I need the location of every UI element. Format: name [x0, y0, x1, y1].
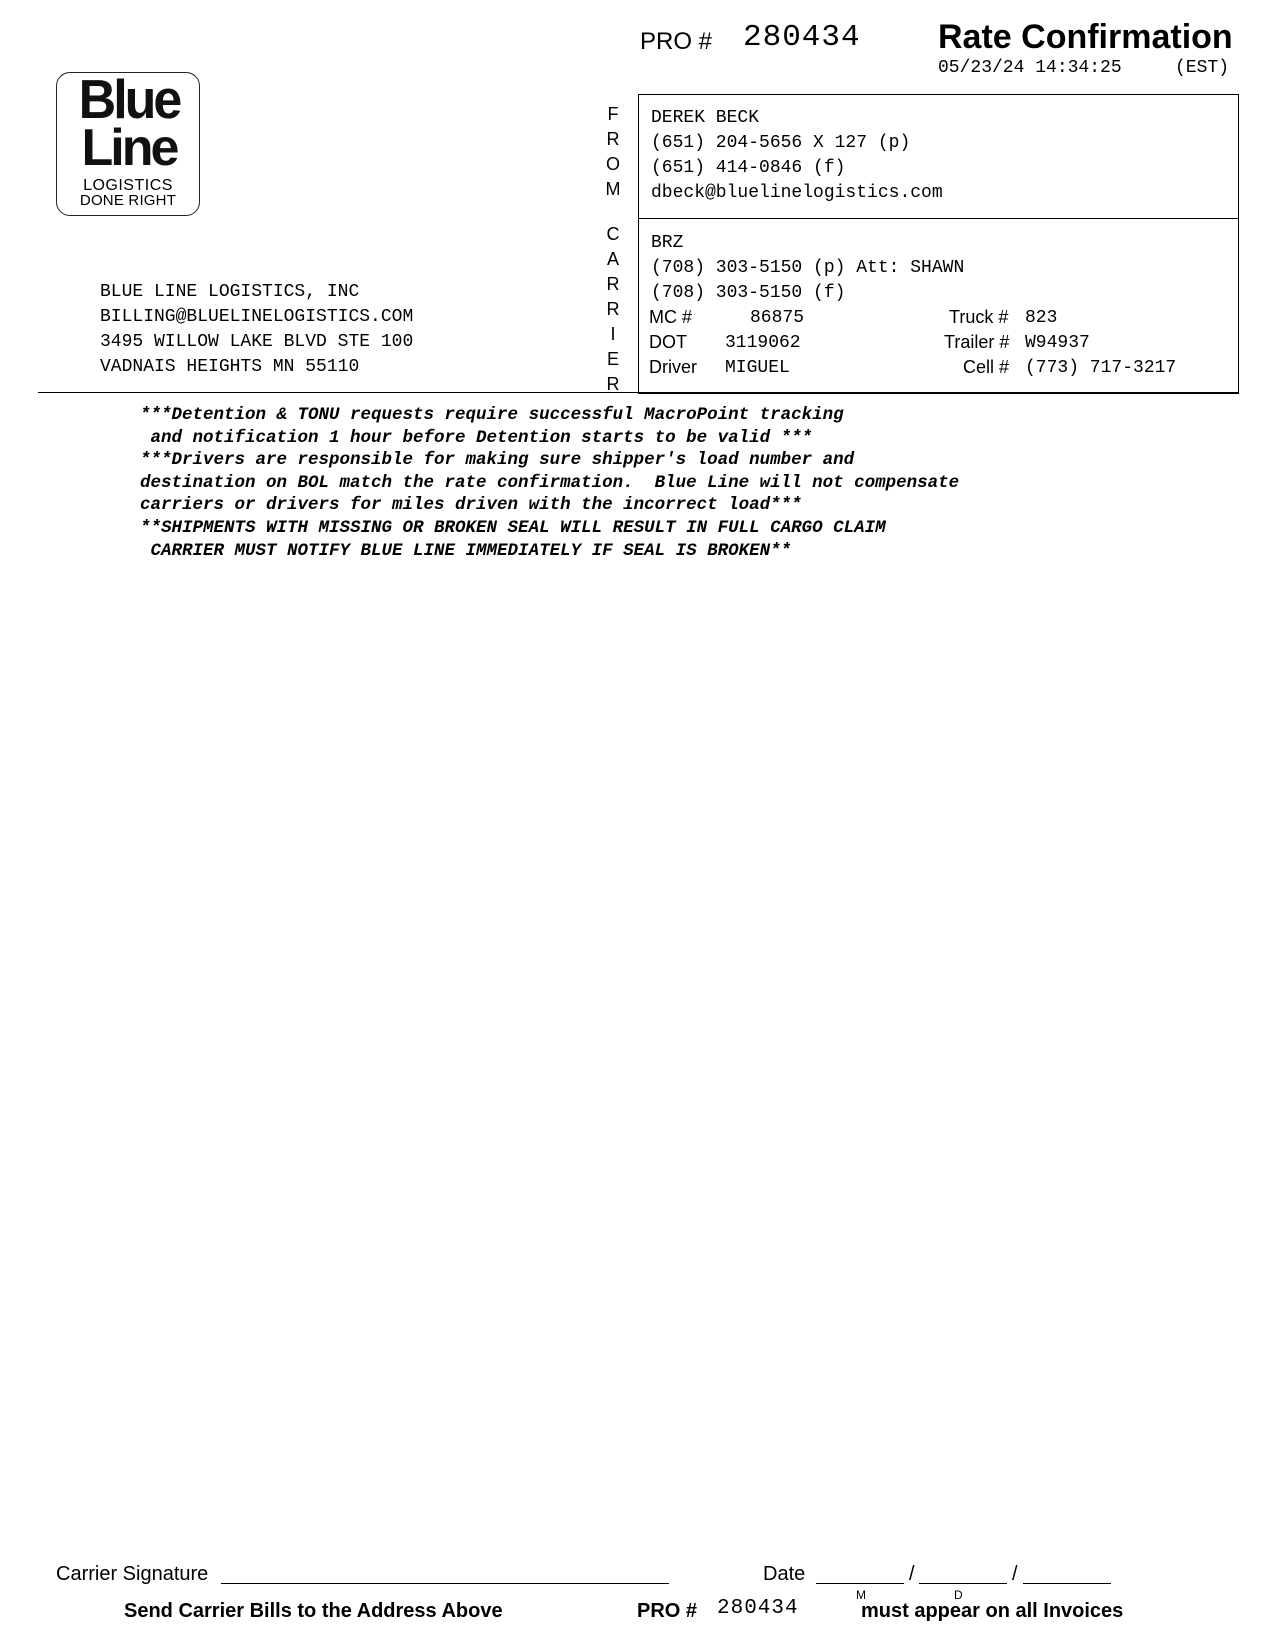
- note-line: and notification 1 hour before Detention starts to be valid ***: [140, 428, 813, 448]
- pro-number: 280434: [743, 20, 861, 55]
- timezone: (EST): [1175, 58, 1230, 78]
- date-slash: /: [909, 1563, 915, 1585]
- note-line: **SHIPMENTS WITH MISSING OR BROKEN SEAL WILL RESULT IN FULL CARGO CLAIM: [140, 518, 886, 538]
- dot-value: 3119062: [725, 333, 801, 353]
- logo-tagline-logistics: LOGISTICS: [83, 177, 173, 194]
- from-email[interactable]: dbeck@bluelinelogistics.com: [651, 183, 943, 203]
- from-letter: O: [605, 154, 620, 174]
- carrier-letter: R: [606, 274, 620, 294]
- from-vertical-label: [603, 102, 623, 202]
- carrier-vertical-label: [603, 222, 623, 397]
- logo-word-line: Line: [81, 119, 177, 177]
- pro-label: PRO #: [640, 28, 713, 55]
- invoice-instruction: must appear on all Invoices: [861, 1600, 1124, 1622]
- dot-label: DOT: [649, 332, 687, 352]
- from-name: DEREK BECK: [651, 108, 760, 128]
- mc-value: 86875: [750, 308, 805, 328]
- note-line: ***Detention & TONU requests require successful MacroPoint tracking: [140, 405, 844, 425]
- note-line: CARRIER MUST NOTIFY BLUE LINE IMMEDIATELY IF SEAL IS BROKEN**: [140, 541, 792, 561]
- carrier-letter: E: [606, 349, 619, 369]
- billto-street: 3495 WILLOW LAKE BLVD STE 100: [100, 332, 414, 352]
- from-letter: M: [605, 179, 621, 199]
- from-letter: F: [607, 104, 619, 124]
- trailer-label: Trailer #: [944, 332, 1010, 352]
- trailer-value: W94937: [1025, 333, 1090, 353]
- month-sublabel: M: [856, 1588, 866, 1602]
- date-day-line[interactable]: [919, 1583, 1007, 1584]
- carrier-letter: C: [606, 224, 620, 244]
- note-line: destination on BOL match the rate confirmation. Blue Line will not compensate: [140, 473, 960, 493]
- logo-tagline-done-right: DONE RIGHT: [79, 192, 177, 209]
- date-slash: /: [1012, 1563, 1018, 1585]
- date-month-line[interactable]: [816, 1583, 904, 1584]
- page-title: Rate Confirmation: [938, 18, 1233, 56]
- note-line: carriers or drivers for miles driven with the incorrect load***: [140, 495, 802, 515]
- section-divider: [38, 392, 1238, 393]
- carrier-letter: I: [610, 324, 616, 344]
- truck-label: Truck #: [949, 307, 1009, 327]
- carrier-letter: R: [606, 374, 620, 394]
- logo-word-blue: Blue: [78, 69, 180, 131]
- footer-pro-number: 280434: [717, 1597, 799, 1620]
- cell-value: (773) 717-3217: [1025, 358, 1177, 378]
- day-sublabel: D: [954, 1588, 963, 1602]
- bills-instruction: Send Carrier Bills to the Address Above: [124, 1600, 503, 1622]
- billto-city: VADNAIS HEIGHTS MN 55110: [100, 357, 360, 377]
- footer-pro-label: PRO #: [637, 1600, 698, 1622]
- billto-email: BILLING@BLUELINELOGISTICS.COM: [100, 307, 414, 327]
- carrier-name: BRZ: [651, 233, 684, 253]
- carrier-fax: (708) 303-5150 (f): [651, 283, 846, 303]
- date-label: Date: [763, 1563, 806, 1585]
- truck-value: 823: [1025, 308, 1058, 328]
- signature-line[interactable]: [221, 1583, 669, 1584]
- cell-label: Cell #: [963, 357, 1010, 377]
- carrier-letter: A: [606, 249, 619, 269]
- timestamp: 05/23/24 14:34:25: [938, 58, 1122, 78]
- from-letter: R: [606, 129, 620, 149]
- from-fax: (651) 414-0846 (f): [651, 158, 846, 178]
- driver-label: Driver: [649, 357, 697, 377]
- mc-label: MC #: [649, 307, 693, 327]
- note-line: ***Drivers are responsible for making sure shipper's load number and: [140, 450, 855, 470]
- from-phone: (651) 204-5656 X 127 (p): [651, 133, 911, 153]
- carrier-phone: (708) 303-5150 (p) Att: SHAWN: [651, 258, 965, 278]
- date-year-line[interactable]: [1023, 1583, 1111, 1584]
- company-logo: [56, 69, 200, 216]
- carrier-letter: R: [606, 299, 620, 319]
- driver-value: MIGUEL: [725, 358, 790, 378]
- billto-company: BLUE LINE LOGISTICS, INC: [100, 282, 360, 302]
- signature-label: Carrier Signature: [56, 1563, 209, 1585]
